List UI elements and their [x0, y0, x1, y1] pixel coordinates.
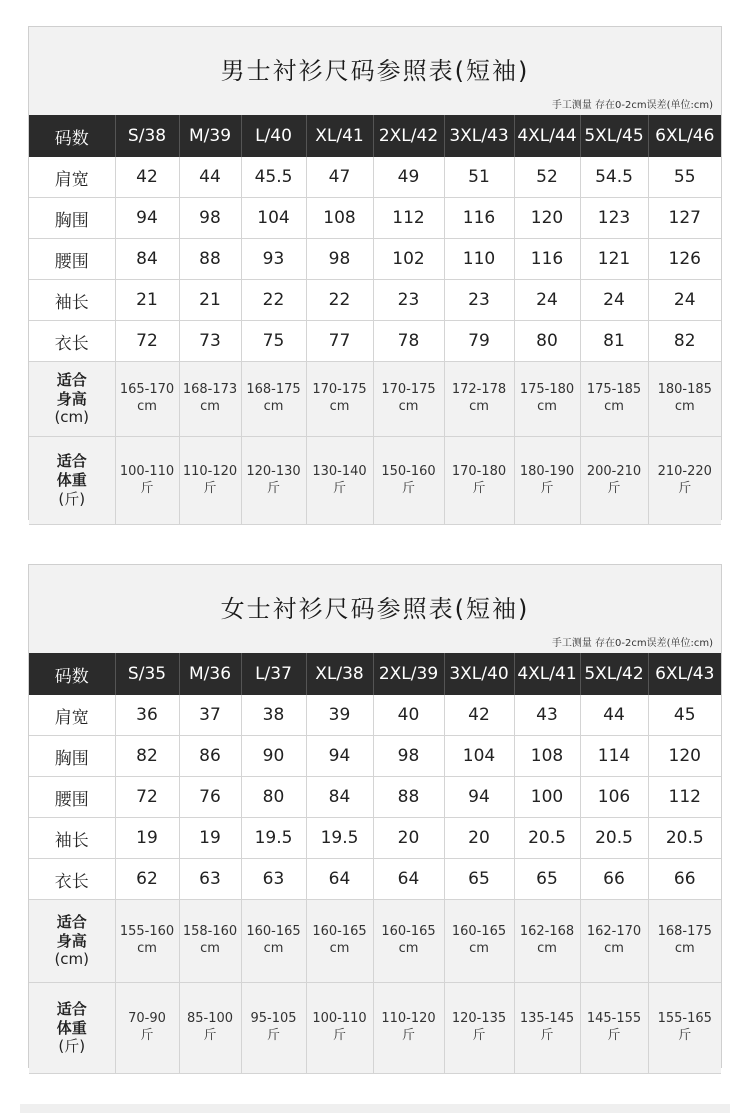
- women-chart-header: [29, 565, 721, 653]
- measurement-cell: 72: [115, 777, 179, 818]
- range-value: 162-168: [519, 924, 575, 940]
- range-cell: [444, 900, 514, 983]
- measurement-cell: 55: [648, 157, 721, 198]
- range-cell: [648, 437, 721, 525]
- measurement-cell: 80: [241, 777, 306, 818]
- size-header: 4XL/41: [514, 653, 580, 695]
- range-cell: [514, 983, 580, 1074]
- measurement-cell: 82: [115, 736, 179, 777]
- range-value: 180-185: [657, 382, 712, 398]
- range-unit: cm: [537, 941, 557, 956]
- row-label-line: 体重: [56, 1018, 87, 1037]
- measurement-cell: 22: [306, 280, 373, 321]
- row-label: 腰围: [29, 239, 115, 280]
- measurement-cell: 64: [373, 859, 444, 900]
- size-column-header: 码数: [29, 115, 115, 157]
- range-cell: [306, 362, 373, 437]
- row-label: 胸围: [29, 198, 115, 239]
- range-unit: cm: [137, 399, 157, 414]
- measurement-row: [29, 777, 721, 818]
- men-size-chart: [28, 26, 722, 520]
- size-header: S/35: [115, 653, 179, 695]
- range-unit: cm: [200, 399, 220, 414]
- measurement-cell: 72: [115, 321, 179, 362]
- size-header: 5XL/45: [580, 115, 648, 157]
- measurement-cell: 94: [115, 198, 179, 239]
- range-value: 155-160: [119, 924, 175, 940]
- measurement-cell: 19: [115, 818, 179, 859]
- row-label: 肩宽: [29, 695, 115, 736]
- size-header: 2XL/42: [373, 115, 444, 157]
- range-cell: [580, 437, 648, 525]
- men-header-row: [29, 115, 721, 157]
- measurement-row: [29, 198, 721, 239]
- measurement-cell: 38: [241, 695, 306, 736]
- row-label-unit: (cm): [54, 408, 90, 427]
- range-cell: [306, 437, 373, 525]
- range-cell: [444, 362, 514, 437]
- measurement-cell: 44: [179, 157, 241, 198]
- measurement-cell: 19.5: [241, 818, 306, 859]
- men-chart-header: [29, 27, 721, 115]
- size-header: M/36: [179, 653, 241, 695]
- range-cell: [373, 362, 444, 437]
- size-header: 6XL/43: [648, 653, 721, 695]
- size-column-header: 码数: [29, 653, 115, 695]
- range-cell: [306, 900, 373, 983]
- range-value: 155-165: [657, 1011, 712, 1027]
- row-label: [29, 362, 115, 437]
- men-measurement-note: 手工测量 存在0-2cm误差(单位:cm): [551, 100, 713, 111]
- measurement-cell: 77: [306, 321, 373, 362]
- range-cell: [648, 900, 721, 983]
- range-unit: cm: [137, 941, 157, 956]
- size-header: 5XL/42: [580, 653, 648, 695]
- range-unit: 斤: [540, 480, 554, 496]
- row-label: 袖长: [29, 280, 115, 321]
- measurement-cell: 40: [373, 695, 444, 736]
- range-unit: 斤: [401, 1028, 415, 1043]
- range-cell: [179, 983, 241, 1074]
- range-value: 110-120: [182, 463, 238, 479]
- range-value: 160-165: [451, 924, 507, 940]
- measurement-row: [29, 157, 721, 198]
- range-cell: [648, 362, 721, 437]
- measurement-cell: 65: [444, 859, 514, 900]
- measurement-cell: 110: [444, 239, 514, 280]
- row-label: 衣长: [29, 859, 115, 900]
- measurement-cell: 106: [580, 777, 648, 818]
- measurement-cell: 52: [514, 157, 580, 198]
- measurement-cell: 47: [306, 157, 373, 198]
- range-unit: 斤: [140, 1028, 154, 1043]
- measurement-cell: 76: [179, 777, 241, 818]
- women-table-body: [29, 695, 721, 1074]
- measurement-cell: 43: [514, 695, 580, 736]
- measurement-row: [29, 321, 721, 362]
- row-label: [29, 437, 115, 525]
- men-table-body: [29, 157, 721, 525]
- range-cell: [514, 362, 580, 437]
- range-unit: 斤: [332, 480, 346, 496]
- range-unit: cm: [469, 941, 489, 956]
- size-header: 4XL/44: [514, 115, 580, 157]
- size-header: S/38: [115, 115, 179, 157]
- range-value: 130-140: [312, 463, 367, 479]
- measurement-cell: 126: [648, 239, 721, 280]
- range-cell: [241, 900, 306, 983]
- range-cell: [241, 437, 306, 525]
- range-value: 158-160: [182, 924, 238, 940]
- range-cell: [444, 437, 514, 525]
- range-unit: cm: [263, 399, 284, 414]
- row-label-line: 身高: [56, 931, 87, 950]
- measurement-cell: 73: [179, 321, 241, 362]
- range-cell: [580, 983, 648, 1074]
- measurement-cell: 86: [179, 736, 241, 777]
- fit-height-row: [29, 362, 721, 437]
- measurement-row: [29, 818, 721, 859]
- range-unit: cm: [537, 399, 557, 414]
- range-unit: cm: [674, 399, 695, 414]
- range-cell: [373, 437, 444, 525]
- range-cell: [115, 437, 179, 525]
- measurement-cell: 63: [179, 859, 241, 900]
- size-header: 2XL/39: [373, 653, 444, 695]
- range-value: 120-130: [246, 463, 301, 479]
- measurement-cell: 120: [648, 736, 721, 777]
- range-unit: cm: [469, 399, 489, 414]
- range-unit: 斤: [203, 1028, 217, 1043]
- measurement-cell: 36: [115, 695, 179, 736]
- measurement-cell: 112: [648, 777, 721, 818]
- range-unit: cm: [200, 941, 220, 956]
- range-value: 160-165: [312, 924, 367, 940]
- women-measurement-note: 手工测量 存在0-2cm误差(单位:cm): [551, 638, 713, 649]
- range-value: 162-170: [586, 924, 642, 940]
- range-unit: cm: [263, 941, 284, 956]
- measurement-cell: 66: [648, 859, 721, 900]
- size-header: L/37: [241, 653, 306, 695]
- measurement-row: [29, 239, 721, 280]
- fit-weight-row: [29, 983, 721, 1074]
- measurement-cell: 21: [179, 280, 241, 321]
- range-unit: 斤: [332, 1028, 346, 1043]
- measurement-cell: 20: [373, 818, 444, 859]
- measurement-cell: 24: [648, 280, 721, 321]
- measurement-cell: 44: [580, 695, 648, 736]
- range-cell: [514, 900, 580, 983]
- range-value: 165-170: [119, 382, 175, 398]
- range-cell: [648, 983, 721, 1074]
- measurement-row: [29, 280, 721, 321]
- measurement-cell: 79: [444, 321, 514, 362]
- range-value: 110-120: [381, 1011, 436, 1027]
- range-unit: 斤: [401, 480, 415, 496]
- measurement-cell: 65: [514, 859, 580, 900]
- range-value: 168-175: [657, 924, 712, 940]
- measurement-cell: 88: [373, 777, 444, 818]
- size-header: M/39: [179, 115, 241, 157]
- measurement-cell: 19: [179, 818, 241, 859]
- range-value: 160-165: [381, 924, 436, 940]
- measurement-cell: 121: [580, 239, 648, 280]
- measurement-cell: 66: [580, 859, 648, 900]
- measurement-cell: 93: [241, 239, 306, 280]
- row-label: 肩宽: [29, 157, 115, 198]
- range-value: 175-180: [519, 382, 575, 398]
- women-chart-title: 女士衬衫尺码参照表(短袖): [220, 595, 530, 623]
- range-cell: [179, 362, 241, 437]
- range-unit: cm: [398, 399, 419, 414]
- range-unit: cm: [398, 941, 419, 956]
- range-unit: 斤: [266, 480, 280, 496]
- range-unit: 斤: [607, 1028, 621, 1043]
- range-cell: [514, 437, 580, 525]
- range-cell: [115, 983, 179, 1074]
- measurement-cell: 54.5: [580, 157, 648, 198]
- row-label: 袖长: [29, 818, 115, 859]
- row-label: [29, 900, 115, 983]
- row-label-line: 体重: [56, 471, 87, 490]
- range-value: 85-100: [186, 1011, 234, 1027]
- range-value: 175-185: [586, 382, 642, 398]
- row-label-line: 适合: [56, 370, 87, 389]
- measurement-cell: 90: [241, 736, 306, 777]
- measurement-cell: 98: [306, 239, 373, 280]
- fit-height-row: [29, 900, 721, 983]
- measurement-cell: 108: [514, 736, 580, 777]
- row-label: [29, 983, 115, 1074]
- men-chart-title: 男士衬衫尺码参照表(短袖): [220, 57, 530, 85]
- row-label-line: 身高: [56, 389, 87, 408]
- row-label-unit: (cm): [54, 950, 90, 969]
- measurement-cell: 49: [373, 157, 444, 198]
- measurement-cell: 94: [444, 777, 514, 818]
- measurement-cell: 23: [444, 280, 514, 321]
- measurement-cell: 102: [373, 239, 444, 280]
- range-unit: 斤: [678, 1028, 692, 1043]
- measurement-cell: 20.5: [580, 818, 648, 859]
- range-value: 135-145: [519, 1011, 575, 1027]
- row-label: 衣长: [29, 321, 115, 362]
- size-header: L/40: [241, 115, 306, 157]
- measurement-cell: 64: [306, 859, 373, 900]
- range-unit: 斤: [140, 480, 154, 496]
- range-unit: cm: [604, 941, 624, 956]
- measurement-cell: 75: [241, 321, 306, 362]
- range-cell: [373, 983, 444, 1074]
- range-value: 200-210: [586, 463, 642, 479]
- row-label: 腰围: [29, 777, 115, 818]
- range-cell: [179, 437, 241, 525]
- range-value: 70-90: [128, 1011, 166, 1027]
- range-value: 160-165: [246, 924, 301, 940]
- women-size-chart: [28, 564, 722, 1068]
- measurement-cell: 19.5: [306, 818, 373, 859]
- range-cell: [306, 983, 373, 1074]
- size-header: 3XL/40: [444, 653, 514, 695]
- measurement-cell: 120: [514, 198, 580, 239]
- measurement-row: [29, 736, 721, 777]
- row-label-unit: (斤): [58, 1037, 86, 1056]
- row-label: 胸围: [29, 736, 115, 777]
- range-unit: 斤: [472, 480, 486, 496]
- fit-weight-row: [29, 437, 721, 525]
- measurement-cell: 104: [241, 198, 306, 239]
- measurement-row: [29, 859, 721, 900]
- range-value: 172-178: [451, 382, 507, 398]
- range-unit: cm: [329, 399, 350, 414]
- measurement-cell: 112: [373, 198, 444, 239]
- size-header: 3XL/43: [444, 115, 514, 157]
- range-value: 168-173: [182, 382, 238, 398]
- measurement-cell: 51: [444, 157, 514, 198]
- bottom-divider-strip: [20, 1104, 730, 1113]
- measurement-cell: 123: [580, 198, 648, 239]
- size-header: 6XL/46: [648, 115, 721, 157]
- range-value: 210-220: [657, 463, 712, 479]
- measurement-cell: 78: [373, 321, 444, 362]
- range-unit: cm: [604, 399, 624, 414]
- range-cell: [179, 900, 241, 983]
- range-value: 120-135: [451, 1011, 507, 1027]
- range-value: 150-160: [381, 463, 436, 479]
- range-cell: [241, 362, 306, 437]
- range-cell: [373, 900, 444, 983]
- range-cell: [241, 983, 306, 1074]
- range-cell: [580, 362, 648, 437]
- range-value: 145-155: [586, 1011, 642, 1027]
- measurement-cell: 45.5: [241, 157, 306, 198]
- measurement-cell: 100: [514, 777, 580, 818]
- measurement-cell: 88: [179, 239, 241, 280]
- range-value: 170-180: [451, 463, 507, 479]
- measurement-cell: 45: [648, 695, 721, 736]
- measurement-cell: 22: [241, 280, 306, 321]
- measurement-cell: 116: [514, 239, 580, 280]
- size-header: XL/38: [306, 653, 373, 695]
- measurement-cell: 114: [580, 736, 648, 777]
- measurement-cell: 116: [444, 198, 514, 239]
- measurement-cell: 84: [115, 239, 179, 280]
- range-cell: [580, 900, 648, 983]
- row-label-line: 适合: [56, 452, 87, 471]
- women-header-row: [29, 653, 721, 695]
- range-unit: 斤: [678, 480, 692, 496]
- row-label-line: 适合: [56, 912, 87, 931]
- measurement-cell: 42: [115, 157, 179, 198]
- measurement-cell: 20.5: [514, 818, 580, 859]
- range-value: 100-110: [312, 1011, 367, 1027]
- range-cell: [115, 362, 179, 437]
- range-value: 180-190: [519, 463, 575, 479]
- women-size-table: [29, 653, 721, 1074]
- range-unit: 斤: [540, 1028, 554, 1043]
- measurement-cell: 20: [444, 818, 514, 859]
- measurement-cell: 24: [514, 280, 580, 321]
- range-unit: 斤: [203, 480, 217, 496]
- measurement-cell: 20.5: [648, 818, 721, 859]
- range-value: 170-175: [381, 382, 436, 398]
- measurement-cell: 98: [179, 198, 241, 239]
- row-label-line: 适合: [56, 999, 87, 1018]
- range-unit: 斤: [266, 1028, 280, 1043]
- measurement-cell: 42: [444, 695, 514, 736]
- measurement-cell: 39: [306, 695, 373, 736]
- measurement-cell: 80: [514, 321, 580, 362]
- measurement-cell: 108: [306, 198, 373, 239]
- measurement-cell: 63: [241, 859, 306, 900]
- range-unit: 斤: [472, 1028, 486, 1043]
- measurement-cell: 37: [179, 695, 241, 736]
- measurement-cell: 81: [580, 321, 648, 362]
- measurement-cell: 104: [444, 736, 514, 777]
- men-size-table: [29, 115, 721, 525]
- measurement-cell: 21: [115, 280, 179, 321]
- range-unit: cm: [674, 941, 695, 956]
- measurement-cell: 82: [648, 321, 721, 362]
- measurement-cell: 62: [115, 859, 179, 900]
- range-value: 95-105: [250, 1011, 297, 1027]
- range-unit: 斤: [607, 480, 621, 496]
- range-unit: cm: [329, 941, 350, 956]
- range-value: 168-175: [246, 382, 301, 398]
- range-value: 170-175: [312, 382, 367, 398]
- row-label-unit: (斤): [58, 489, 86, 508]
- range-cell: [444, 983, 514, 1074]
- size-header: XL/41: [306, 115, 373, 157]
- measurement-cell: 94: [306, 736, 373, 777]
- measurement-cell: 24: [580, 280, 648, 321]
- measurement-row: [29, 695, 721, 736]
- measurement-cell: 84: [306, 777, 373, 818]
- range-cell: [115, 900, 179, 983]
- measurement-cell: 23: [373, 280, 444, 321]
- measurement-cell: 98: [373, 736, 444, 777]
- range-value: 100-110: [119, 463, 175, 479]
- measurement-cell: 127: [648, 198, 721, 239]
